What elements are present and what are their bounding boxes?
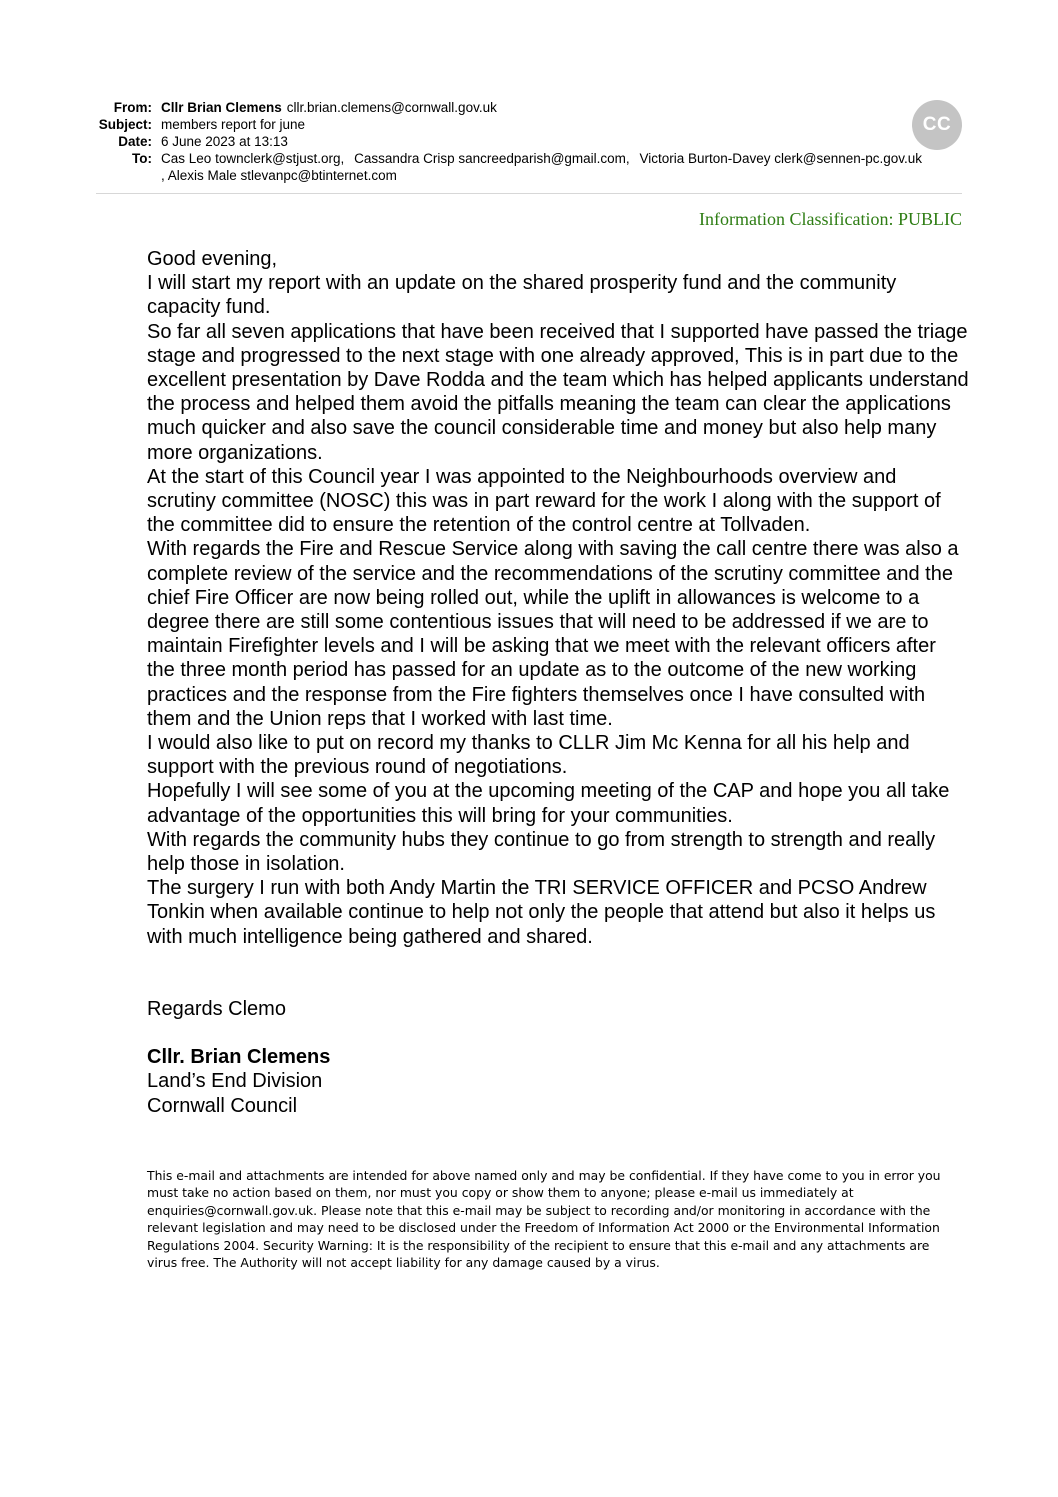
date-text: 6 June 2023 at 13:13 [161,134,288,149]
body-paragraph: So far all seven applications that have been received that I supported have passed the triage stage and progressed to the next stage with one already approved, This is in part due to the excellent presentation by Dave Rodda and the team which has helped applicants understand the process and helped them avoid the pitfalls meaning the team can clear the applications much quicker and also save the council considerable time and money but also help many more organizations. [147,320,969,464]
date-row [96,133,962,150]
recipient-list [161,150,962,184]
body-paragraph: I would also like to put on record my thanks to CLLR Jim Mc Kenna for all his help and support with the previous round of negotiations. [147,732,910,779]
subject-label: Subject: [98,117,152,132]
recipient[interactable]: Cassandra Crisp sancreedparish@gmail.com, [354,151,630,166]
body-paragraph: I will start my report with an update on the shared prosperity fund and the community capacity fund. [147,272,897,319]
spacer [147,1021,969,1045]
signoff: Regards Clemo [147,997,286,1020]
signature-division: Land’s End Division [147,1070,323,1093]
spacer [147,949,969,997]
classification-label: Information Classification: PUBLIC [699,209,962,229]
sender-email[interactable]: cllr.brian.clemens@cornwall.gov.uk [286,100,497,115]
email-body [147,247,969,1118]
email-disclaimer: This e-mail and attachments are intended for above named only and may be confidential. If they have come to you in error you must take no action based on them, nor must you copy or show them to anyone; please e-mail us immediately at enquiries@cornwall.gov.uk. Please note that this e-mail may be subject to recording and/or monitoring in accordance with the relevant legislation and may need to be disclosed under the Freedom of Information Act 2000 or the Environmental Information Regulations 2004. Security Warning: It is the responsibility of the recipient to ensure that this e-mail and any attachments are virus free. The Authority will not accept liability for any damage caused by a virus. [147,1168,941,1271]
sender-avatar: CC [912,100,962,150]
body-paragraph: At the start of this Council year I was appointed to the Neighbourhoods overview and scrutiny committee (NOSC) this was in part reward for the work I along with the support of the committee did to ensure the retention of the control centre at Tollvaden. [147,465,941,537]
body-paragraph: Hopefully I will see some of you at the upcoming meeting of the CAP and hope you all take advantage of the opportunities this will bring for your communities. [147,780,950,827]
sender-name: Cllr Brian Clemens [161,100,282,115]
subject-text: members report for june [161,117,306,132]
date-label: Date: [118,134,152,149]
recipient[interactable]: , Alexis Male stlevanpc@btinternet.com [161,168,397,183]
signature-council: Cornwall Council [147,1094,298,1117]
recipient[interactable]: Victoria Burton-Davey clerk@sennen-pc.gov.uk [639,151,923,166]
body-paragraph: With regards the community hubs they continue to go from strength to strength and really help those in isolation. [147,828,936,876]
to-label: To: [132,151,152,166]
from-row [96,99,962,116]
header-divider [96,193,962,194]
subject-row [96,116,962,133]
to-row [96,150,962,184]
greeting: Good evening, [147,248,278,270]
email-header [96,99,962,184]
from-label: From: [113,100,152,115]
signature-name: Cllr. Brian Clemens [147,1046,331,1069]
recipient[interactable]: Cas Leo townclerk@stjust.org, [161,151,345,166]
body-paragraph: The surgery I run with both Andy Martin the TRI SERVICE OFFICER and PCSO Andrew Tonkin when available continue to help not only the people that attend but also it helps us with much intelligence being gathered and shared. [147,877,936,948]
body-paragraph: With regards the Fire and Rescue Service along with saving the call centre there was also a complete review of the service and the recommendations of the scrutiny committee and the chief Fire Officer are now being rolled out, while the uplift in allowances is welcome to a degree there are still some contentious issues that will need to be addressed if we are to maintain Firefighter levels and I will be asking that we meet with the relevant officers after the three month period has passed for an update as to the outcome of the new working practices and the response from the Fire fighters themselves once I have consulted with them and the Union reps that I worked with last time. [147,538,959,730]
